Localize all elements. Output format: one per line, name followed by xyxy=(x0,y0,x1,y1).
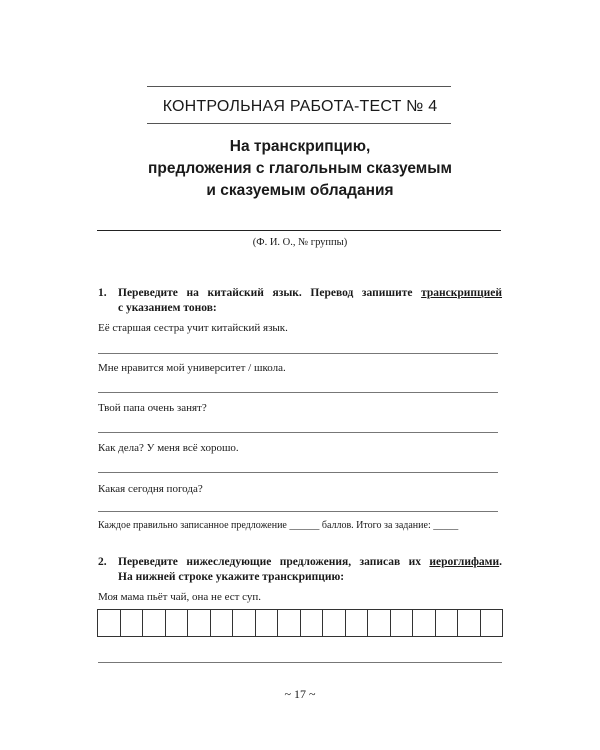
task-1-answer-line-1[interactable] xyxy=(98,353,498,354)
task-2-number: 2. xyxy=(98,556,107,568)
task-2-text-line2: На нижней строке укажите транскрипцию: xyxy=(118,571,345,583)
character-cell[interactable] xyxy=(278,610,301,636)
task-1-number: 1. xyxy=(98,287,107,299)
subtitle-line-3: и сказуемым обладания xyxy=(206,182,394,199)
character-cell[interactable] xyxy=(436,610,459,636)
task-1-text-after: с указанием тонов: xyxy=(118,302,217,314)
name-caption: (Ф. И. О., № группы) xyxy=(252,237,348,248)
character-cell[interactable] xyxy=(188,610,211,636)
task-1-sentence-1: Её старшая сестра учит китайский язык. xyxy=(98,322,288,334)
task-1-answer-line-4[interactable] xyxy=(98,472,498,473)
character-cell[interactable] xyxy=(211,610,234,636)
task-2-text-before: Переведите нижеследующие предложения, записав их xyxy=(118,556,421,568)
character-grid xyxy=(97,609,503,637)
character-cell[interactable] xyxy=(323,610,346,636)
character-cell[interactable] xyxy=(301,610,324,636)
test-title: КОНТРОЛЬНАЯ РАБОТА-ТЕСТ № 4 xyxy=(162,98,438,115)
character-cell[interactable] xyxy=(121,610,144,636)
task-2-sentence: Моя мама пьёт чай, она не ест суп. xyxy=(98,591,262,603)
subtitle-line-1: На транскрипцию, xyxy=(229,138,371,155)
character-cell[interactable] xyxy=(143,610,166,636)
test-subtitle xyxy=(0,136,600,202)
character-cell[interactable] xyxy=(166,610,189,636)
character-cell[interactable] xyxy=(346,610,369,636)
character-cell[interactable] xyxy=(391,610,414,636)
task-1-instruction xyxy=(98,286,502,316)
task-1-answer-line-2[interactable] xyxy=(98,392,498,393)
task-2-text-underlined: иероглифами xyxy=(429,556,500,568)
task-1-sentence-3: Твой папа очень занят? xyxy=(98,402,207,414)
character-cell[interactable] xyxy=(256,610,279,636)
task-1-sentence-5: Какая сегодня погода? xyxy=(98,483,203,495)
name-input-line[interactable] xyxy=(97,230,501,231)
subtitle-line-2: предложения с глагольным сказуемым xyxy=(148,160,452,177)
character-cell[interactable] xyxy=(481,610,504,636)
task-1-text-before: Переведите на китайский язык. Перевод запишите xyxy=(118,287,413,299)
task-2-instruction xyxy=(98,555,502,585)
character-cell[interactable] xyxy=(413,610,436,636)
task-1-answer-line-5[interactable] xyxy=(98,511,498,512)
character-cell[interactable] xyxy=(458,610,481,636)
task-1-text-underlined: транскрипцией xyxy=(421,287,503,299)
task-1-score-line: Каждое правильно записанное предложение ______ баллов. Итого за задание: _____ xyxy=(98,520,459,531)
character-cell[interactable] xyxy=(98,610,121,636)
page-number: ~ 17 ~ xyxy=(284,687,316,701)
task-1-answer-line-3[interactable] xyxy=(98,432,498,433)
character-cell[interactable] xyxy=(233,610,256,636)
header-top-rule xyxy=(147,86,451,87)
task-1-sentence-2: Мне нравится мой университет / школа. xyxy=(98,362,286,374)
task-1-sentence-4: Как дела? У меня всё хорошо. xyxy=(98,442,239,454)
header-bottom-rule xyxy=(147,123,451,124)
task-2-text-period: . xyxy=(499,556,503,568)
task-2-transcription-line[interactable] xyxy=(98,662,502,663)
character-cell[interactable] xyxy=(368,610,391,636)
